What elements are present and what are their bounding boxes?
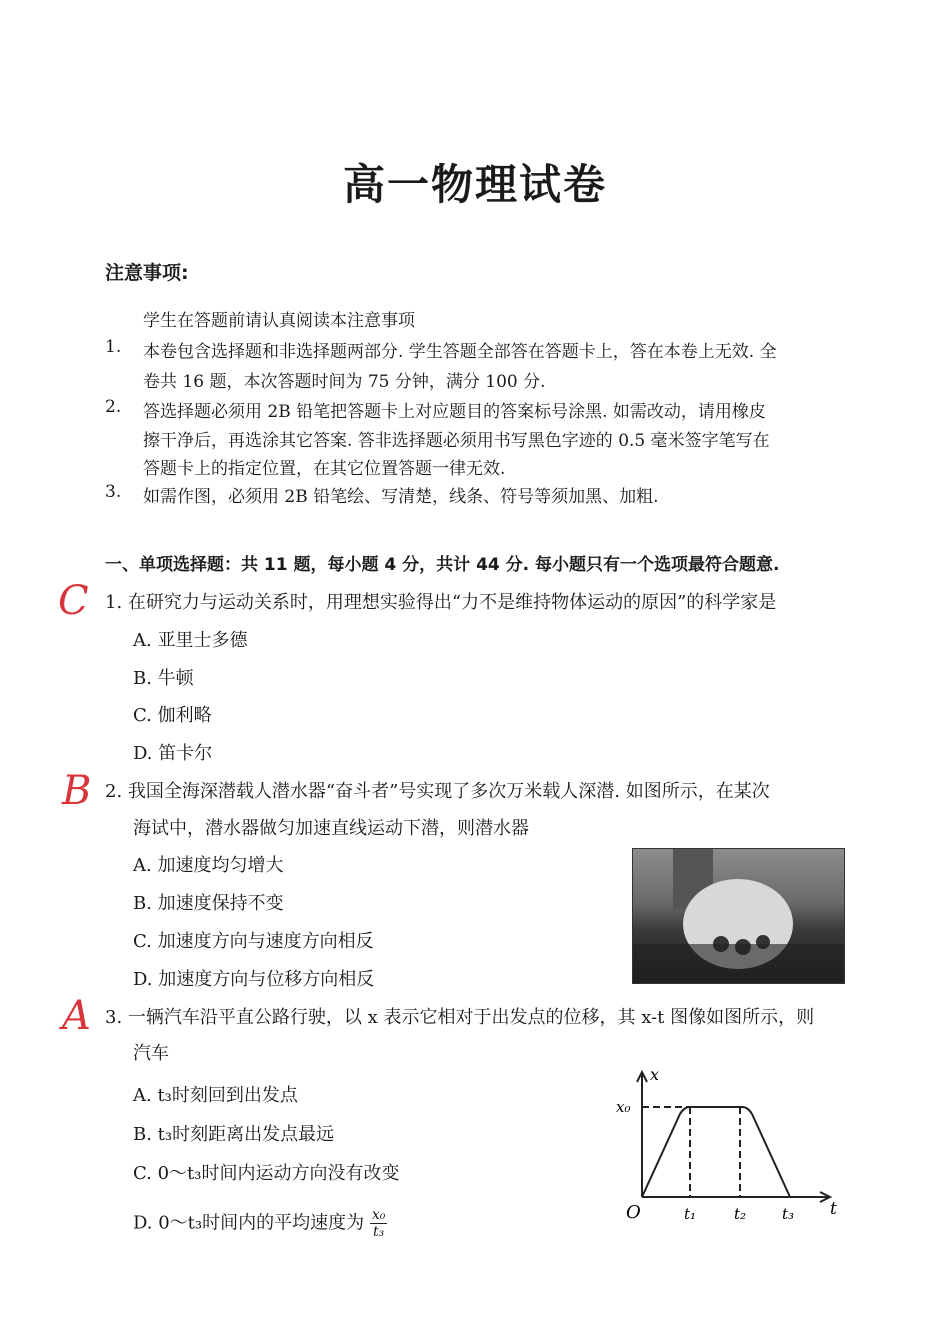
- handwritten-answer-mark: A: [62, 993, 91, 1039]
- submersible-illustration: [633, 849, 844, 983]
- fraction: [370, 1207, 388, 1240]
- question-text: 1. 在研究力与运动关系时，用理想实验得出“力不是维持物体运动的原因”的科学家是: [105, 592, 777, 613]
- question-text: 海试中，潜水器做匀加速直线运动下潜，则潜水器: [133, 818, 529, 839]
- notice-line: 擦干净后，再选涂其它答案. 答非选择题必须用书写黑色字迹的 0.5 毫米签字笔写在: [143, 431, 770, 451]
- x-axis-label: t: [830, 1199, 837, 1219]
- notice-intro: 学生在答题前请认真阅读本注意事项: [143, 311, 415, 331]
- option: B. 加速度保持不变: [133, 893, 284, 914]
- option: C. 0～t₃时间内运动方向没有改变: [133, 1163, 400, 1184]
- fraction-numerator: x₀: [371, 1207, 386, 1223]
- y-tick-label: x₀: [616, 1098, 631, 1116]
- question-text: 3. 一辆汽车沿平直公路行驶，以 x 表示它相对于出发点的位移，其 x-t 图像如图所示，则: [105, 1007, 815, 1028]
- notice-line: 本卷包含选择题和非选择题两部分. 学生答题全部答在答题卡上，答在本卷上无效. 全: [143, 342, 777, 362]
- option: D. 0～t₃时间内的平均速度为: [133, 1212, 365, 1234]
- option: D. 笛卡尔: [133, 743, 213, 764]
- xt-graph: [610, 1062, 845, 1227]
- option: A. 加速度均匀增大: [133, 855, 284, 876]
- x-tick-label: t₃: [782, 1205, 795, 1223]
- option: A. t₃时刻回到出发点: [133, 1085, 298, 1106]
- option-d: [133, 1207, 387, 1240]
- notice-line: 卷共 16 题，本次答题时间为 75 分钟，满分 100 分.: [143, 372, 546, 392]
- notice-num: 1.: [105, 337, 122, 357]
- xt-curve: [642, 1107, 790, 1197]
- y-axis-label: x: [650, 1065, 660, 1084]
- notice-num: 2.: [105, 397, 122, 417]
- option: C. 伽利略: [133, 705, 212, 726]
- notice-line: 答题卡上的指定位置，在其它位置答题一律无效.: [143, 459, 506, 479]
- notice-num: 3.: [105, 482, 122, 502]
- notice-heading: 注意事项:: [105, 262, 189, 284]
- page-title: 高一物理试卷: [342, 160, 607, 209]
- fraction-denominator: t₃: [373, 1224, 385, 1240]
- handwritten-answer-mark: C: [58, 578, 89, 624]
- option: A. 亚里士多德: [133, 630, 248, 651]
- origin-label: O: [626, 1202, 641, 1223]
- x-tick-label: t₂: [734, 1205, 747, 1223]
- question-text: 汽车: [133, 1043, 169, 1064]
- question-text: 2. 我国全海深潜载人潜水器“奋斗者”号实现了多次万米载人深潜. 如图所示，在某次: [105, 781, 770, 802]
- section-heading: 一、单项选择题：共 11 题，每小题 4 分，共计 44 分. 每小题只有一个选项最符合题意.: [105, 555, 780, 575]
- x-tick-label: t₁: [684, 1205, 697, 1223]
- option: D. 加速度方向与位移方向相反: [133, 969, 375, 990]
- notice-line: 如需作图，必须用 2B 铅笔绘、写清楚，线条、符号等须加黑、加粗.: [143, 487, 659, 507]
- notice-line: 答选择题必须用 2B 铅笔把答题卡上对应题目的答案标号涂黑. 如需改动，请用橡皮: [143, 402, 766, 422]
- option: C. 加速度方向与速度方向相反: [133, 931, 374, 952]
- option: B. t₃时刻距离出发点最远: [133, 1124, 335, 1145]
- submersible-photo: [632, 848, 845, 984]
- option: B. 牛顿: [133, 668, 194, 689]
- handwritten-answer-mark: B: [62, 768, 92, 814]
